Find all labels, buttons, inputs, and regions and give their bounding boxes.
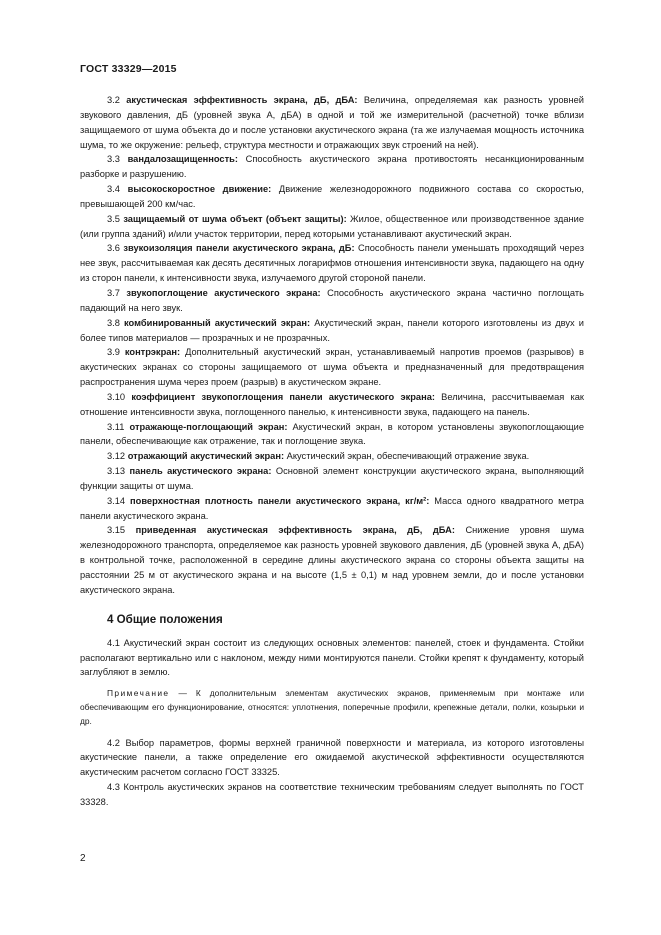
term-name: коэффициент звукопоглощения панели акустического экрана: <box>131 391 435 402</box>
term-name: звукопоглощение акустического экрана: <box>126 287 321 298</box>
term-paragraph <box>80 390 584 420</box>
page-number: 2 <box>80 853 86 864</box>
term-number: 3.2 <box>107 95 120 105</box>
term-number: 3.15 <box>107 525 126 536</box>
term-name: звукоизоляция панели акустического экрана, дБ: <box>123 243 355 254</box>
term-name: контрэкран: <box>124 347 181 358</box>
section-title: 4 Общие положения <box>107 612 223 626</box>
term-paragraph <box>80 345 584 390</box>
term-number: 3.6 <box>107 243 120 254</box>
term-name: комбинированный акустический экран: <box>124 317 311 328</box>
term-name: защищаемый от шума объект (объект защиты): <box>123 213 347 224</box>
note <box>80 687 584 728</box>
term-number: 3.9 <box>107 347 120 358</box>
term-paragraph <box>80 449 584 464</box>
term-paragraph <box>80 464 584 494</box>
term-number: 3.14 <box>107 495 126 506</box>
term-definition: Масса одного квадратного метра панели акустического экрана. <box>80 495 584 521</box>
term-number: 3.13 <box>107 466 126 477</box>
term-number: 3.11 <box>107 421 125 432</box>
term-name: вандалозащищенность: <box>127 154 238 165</box>
term-paragraph <box>80 182 584 212</box>
terms-list <box>80 93 584 598</box>
term-number: 3.8 <box>107 317 120 328</box>
term-number: 3.10 <box>107 391 126 402</box>
term-definition: Способность акустического экрана частично поглощать падающий на него звук. <box>80 287 584 313</box>
term-definition: Акустический экран, в котором установлены звукопоглощающие панели, обеспечивающие как отражение, так и поглощение звука. <box>80 421 584 447</box>
term-paragraph <box>80 241 584 286</box>
document-header: ГОСТ 33329—2015 <box>80 63 177 75</box>
term-paragraph <box>80 494 584 524</box>
term-name: поверхностная плотность панели акустического экрана, кг/м²: <box>130 495 430 506</box>
term-definition: Движение железнодорожного подвижного состава со скоростью, превышающей 200 км/час. <box>80 184 585 209</box>
note-text: — К дополнительным элементам акустических экранов, применяемым при монтаже или обеспечивающим его функционирование, относятся: уплотнения, поперечные профили, крепежные детали, полки, козырьки и др. <box>80 688 584 726</box>
term-definition: Снижение уровня шума железнодорожного транспорта, определяемое как разность уровней звукового давления, дБ (уровней звука А, дБА) в контрольной точке, расположенной в середине длины акустического экрана со стороны объекта защиты на расстоянии 25 м от акустического экрана и на высоте (1,5 ± 0,1) м над уровнем земли, до и после установки акустического экрана. <box>80 525 584 595</box>
term-number: 3.4 <box>107 184 120 195</box>
term-paragraph <box>80 316 584 346</box>
term-number: 3.5 <box>107 213 120 224</box>
term-paragraph <box>80 93 584 152</box>
term-definition: Жилое, общественное или производственное здание (или группа зданий) и/или участок территории, перед которыми устанавливают акустический экран. <box>80 213 584 239</box>
document-content <box>80 93 584 810</box>
term-paragraph <box>80 286 584 316</box>
term-name: отражающий акустический экран: <box>127 451 285 462</box>
term-definition: Величина, определяемая как разность уровней звукового давления, дБ (уровней звука А, дБА) в одной и той же измерительной (расчетной) точке вблизи защищаемого от шума объекта до и после установки акустического экрана (та же излучаемая мощность источника шума, то же окружение: рельеф, структура местности и отражающих звук строений на ней). <box>80 95 584 150</box>
paragraph-4-3: 4.3 Контроль акустических экранов на соответствие техническим требованиям следует выполнять по ГОСТ 33328. <box>80 782 584 807</box>
term-paragraph <box>80 420 584 450</box>
term-definition: Способность акустического экрана противостоять несанкционированным разборке и разрушению. <box>80 154 584 180</box>
paragraph-4-2: 4.2 Выбор параметров, формы верхней граничной поверхности и материала, из которого изготовлены акустические панели, а также определение его ожидаемой акустической эффективности осуществляются акустическим расчетом согласно ГОСТ 33325. <box>80 737 584 778</box>
term-definition: Основной элемент конструкции акустического экрана, выполняющий функции защиты от шума. <box>80 466 584 491</box>
term-number: 3.3 <box>107 154 120 165</box>
term-paragraph <box>80 152 584 182</box>
term-name: акустическая эффективность экрана, дБ, дБА: <box>126 95 358 105</box>
term-name: отражающе-поглощающий экран: <box>129 421 288 432</box>
term-paragraph <box>80 212 584 242</box>
term-definition: Акустический экран, панели которого изготовлены из двух и более типов материалов — прозрачных и не прозрачных. <box>80 317 584 343</box>
term-number: 3.7 <box>107 287 120 298</box>
term-name: приведенная акустическая эффективность экрана, дБ, дБА: <box>135 525 455 536</box>
term-number: 3.12 <box>107 451 126 462</box>
note-label: Примечание <box>107 688 170 699</box>
term-definition: Дополнительный акустический экран, устанавливаемый напротив проемов (разрывов) в акустических экранах со стороны защищаемого от шума объекта и предназначенный для предотвращения распространения шума через проем (разрыв) в акустическом экране. <box>80 347 584 388</box>
term-name: панель акустического экрана: <box>129 466 272 477</box>
term-name: высокоскоростное движение: <box>127 184 272 195</box>
term-definition: Акустический экран, обеспечивающий отражение звука. <box>284 451 530 462</box>
term-definition: Способность панели уменьшать проходящий через нее звук, рассчитываемая как десять десятичных логарифмов отношения интенсивности звука, падающего на одну из сторон панели, к интенсивности звука, излучаемого другой стороной панели. <box>80 243 584 284</box>
paragraph-4-1: 4.1 Акустический экран состоит из следующих основных элементов: панелей, стоек и фундамента. Стойки располагают вертикально или с наклоном, между ними монтируются панели. Стойки крепят к фундаменту, который заглубляют в землю. <box>80 637 584 678</box>
term-paragraph <box>80 523 584 597</box>
term-definition: Величина, рассчитываемая как отношение интенсивности звука, поглощенного панелью, к интенсивности звука, падающего на панель. <box>80 391 584 417</box>
